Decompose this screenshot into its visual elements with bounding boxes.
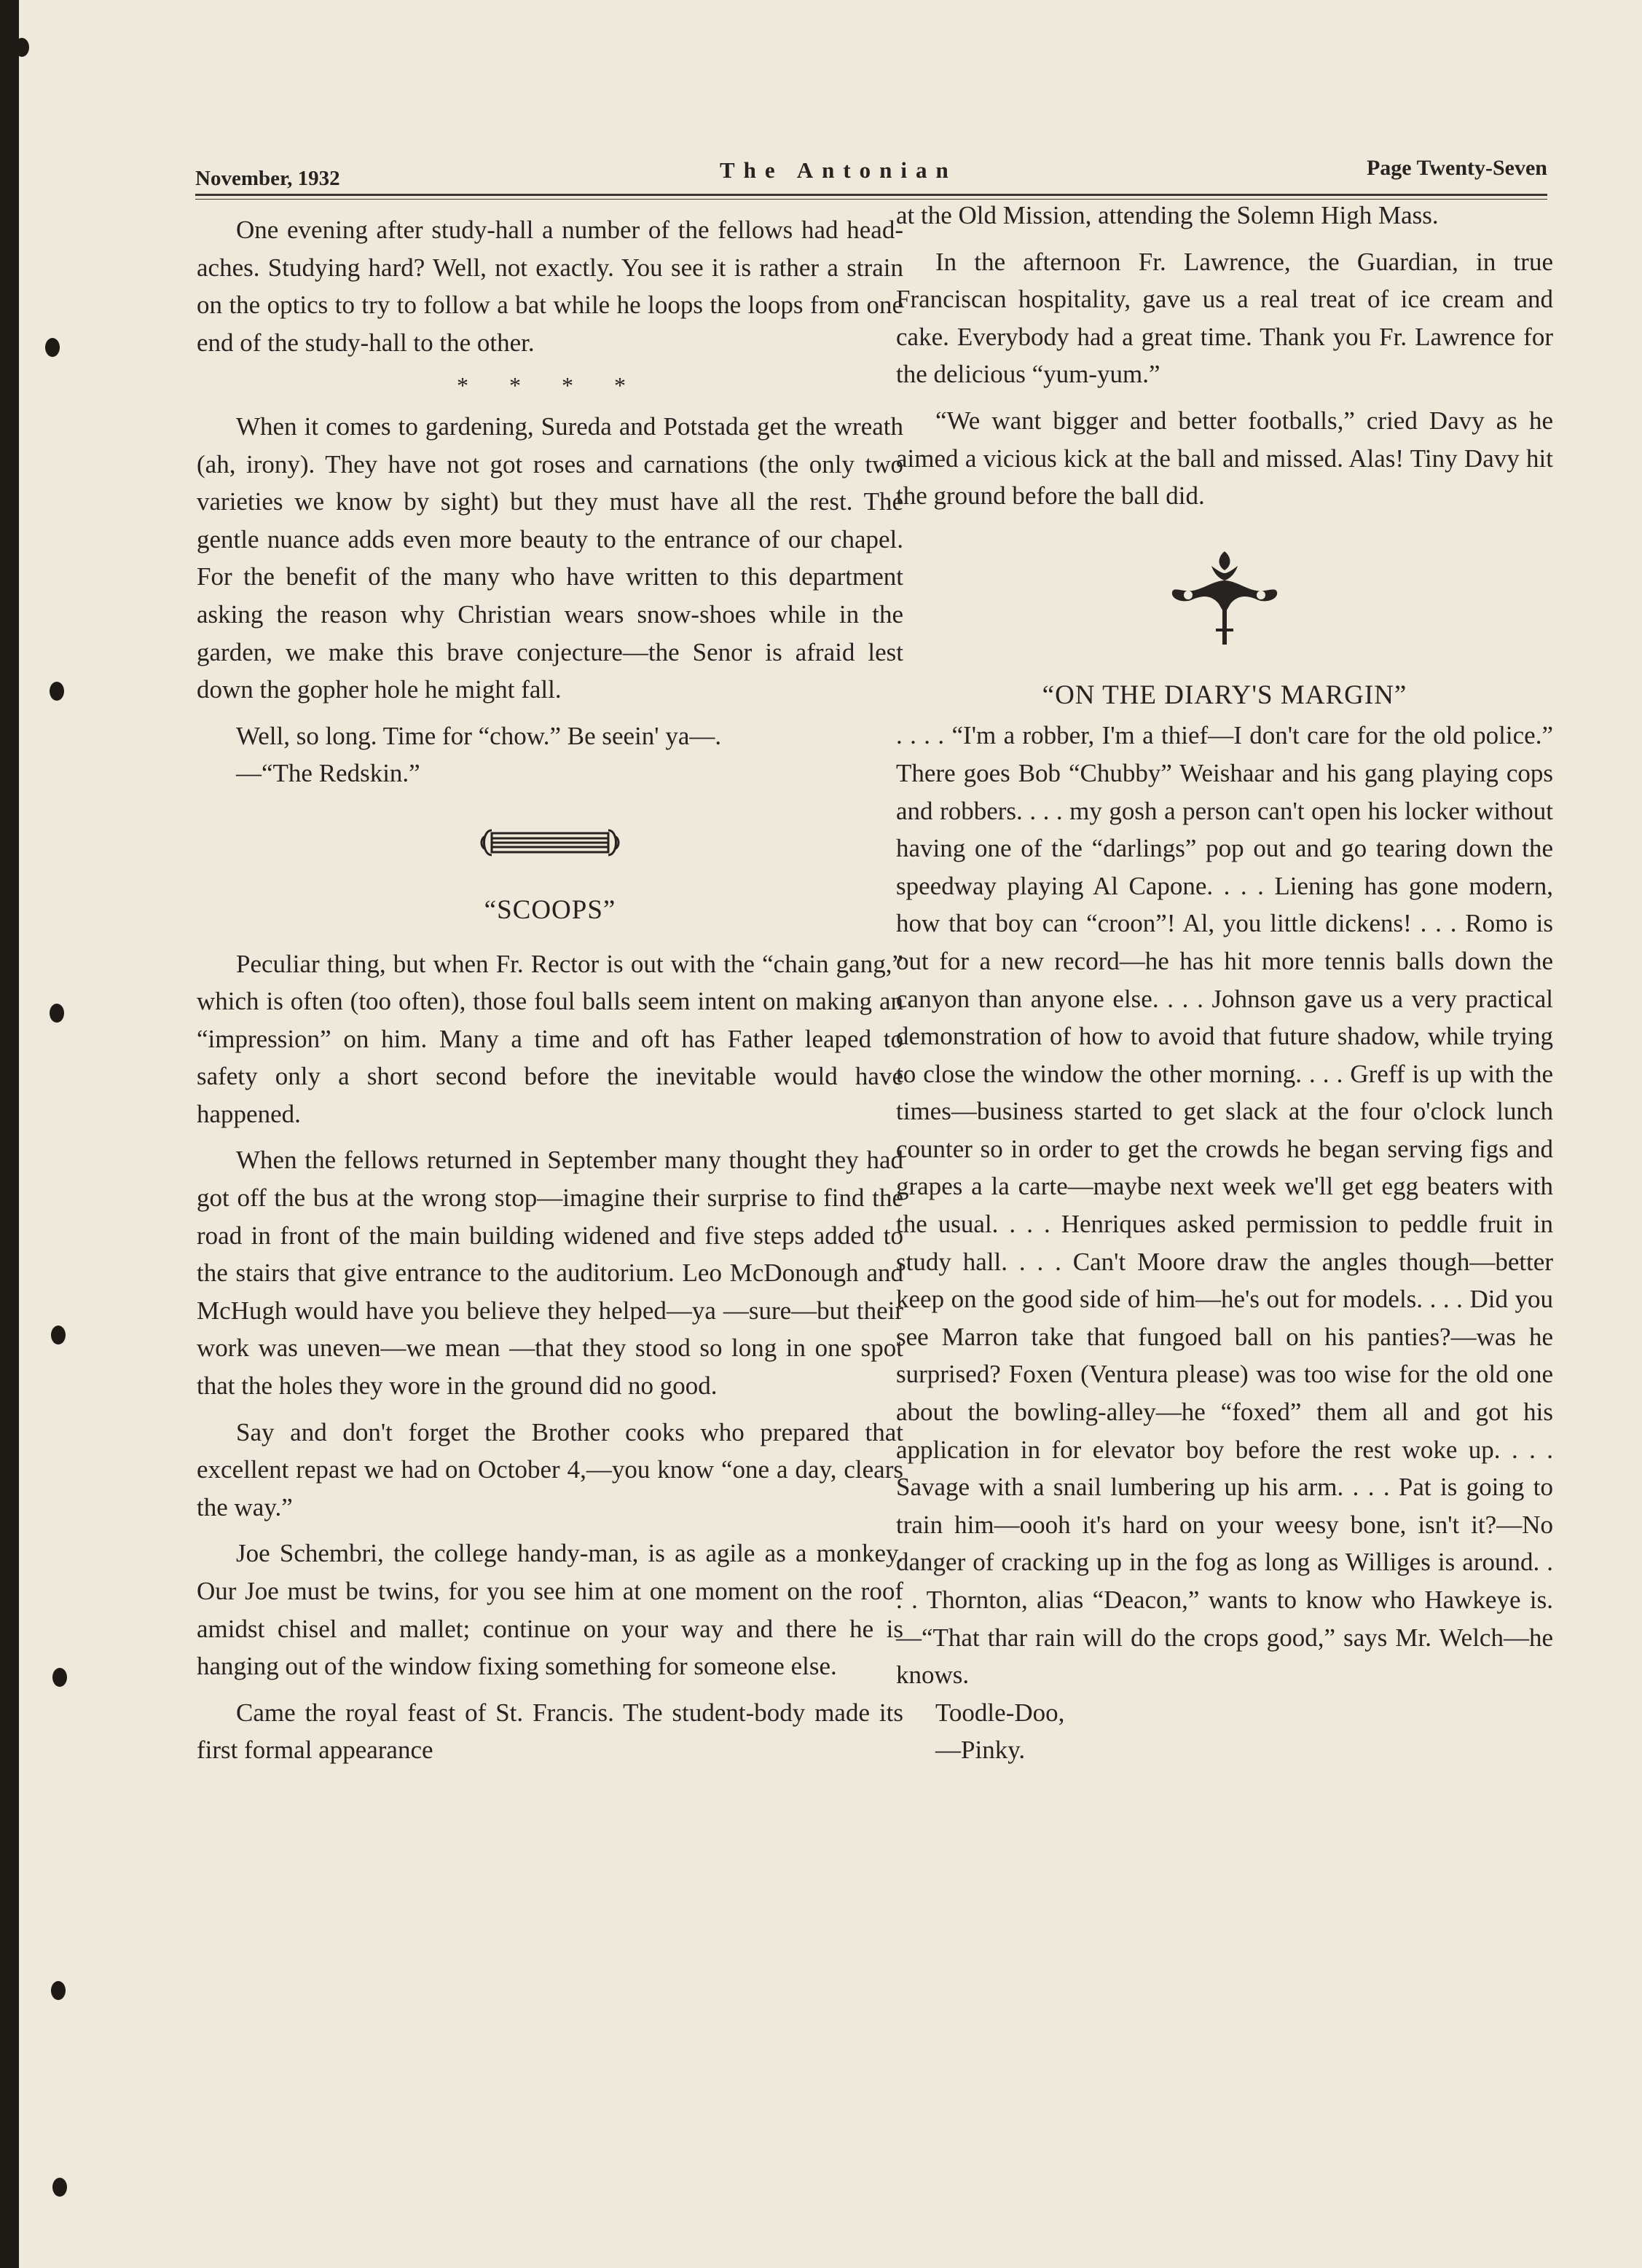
diary-signature: —Pinky.	[935, 1736, 1026, 1765]
torn-left-edge	[0, 0, 19, 2268]
page-header	[195, 135, 1547, 196]
scoops-title: “SCOOPS”	[484, 894, 616, 925]
binding-hole	[50, 682, 64, 701]
redskin-paragraph: When it comes to gardening, Sureda and Potstada get the wreath (ah, irony). They have not got roses and carnations (the only two varieties we know by sight) but they must have all the rest. The gentle nuance adds even more beauty to the entrance of our chapel. For the benefit of the many who have written to this department asking the reason why Christian wears snow-shoes while in the garden, we make this brave conjecture—the Senor is afraid lest down the gopher hole he might fall.	[197, 412, 903, 704]
fleuron-ornament-icon	[1166, 544, 1283, 649]
binding-hole	[51, 1326, 66, 1344]
binding-hole	[52, 2178, 67, 2197]
scoops-continued-paragraph: “We want bigger and better footballs,” cried Davy as he aimed a vicious kick at the ball and missed. Alas! Tiny Davy hit the ground before the ball did.	[896, 406, 1553, 511]
scoops-paragraph: When the fellows returned in September many thought they had got off the bus at the wrong stop—imagine their surprise to find the road in front of the main building widened and five steps added to the stairs that give entrance to the auditorium. Leo McDonough and McHugh would have you believe they helped—ya —sure—but their work was uneven—we mean —that they stood so long in one spot that the holes they wore in the ground did no good.	[197, 1146, 903, 1401]
binding-hole	[50, 1004, 64, 1023]
binding-hole	[52, 1668, 67, 1687]
diary-closing: Toodle-Doo,	[935, 1698, 1065, 1727]
binding-hole	[45, 338, 60, 357]
scoops-continued-paragraph: In the afternoon Fr. Lawrence, the Guardian, in true Franciscan hospitality, gave us a real treat of ice cream and cake. Everybody had a great time. Thank you Fr. Lawrence for the delicious “yum-yum.”	[896, 247, 1553, 389]
diary-title: “ON THE DIARY'S MARGIN”	[1042, 680, 1407, 710]
scroll-ornament-icon	[479, 822, 621, 864]
page-number: Page Twenty-Seven	[1366, 156, 1547, 180]
left-column	[197, 211, 903, 1769]
redskin-signature: —“The Redskin.”	[236, 759, 420, 788]
scoops-paragraph: Came the royal feast of St. Francis. The student-body made its first formal appearance	[197, 1698, 903, 1765]
scoops-paragraph: Peculiar thing, but when Fr. Rector is out with the “chain gang,” which is often (too often), those foul balls seem intent on making an “impression” on him. Many a time and oft has Father leaped to safety only a short second before the inevitable would have happened.	[197, 949, 903, 1128]
publication-title: The Antonian	[720, 157, 957, 183]
redskin-paragraph: One evening after study-hall a number of the fellows had head-aches. Studying hard? Well, not exactly. You see it is rather a strain on the optics to try to follow a bat while he loops the loops from one end of the study-hall to the other.	[197, 216, 903, 357]
right-column	[896, 197, 1553, 1769]
binding-hole	[15, 38, 29, 57]
diary-text: . . . . “I'm a robber, I'm a thief—I don't care for the old police.” There goes Bob “Chubby” Weishaar and his gang playing cops and robbers. . . . my gosh a person can't open his locker without having one of the “darlings” pop out and go tearing down the speedway playing Al Capone. . . . Liening has gone modern, how that boy can “croon”! Al, you little dickens! . . . Romo is out for a new record—he has hit more tennis balls down the canyon than anyone else. . . . Johnson gave us a very practical demonstration of how to avoid that future shadow, while trying to close the window the other morning. . . . Greff is up with the times—business started to get slack at the four o'clock lunch counter so in order to get the crowds he began serving figs and grapes a la carte—maybe next week we'll get egg beaters with the usual. . . . Henriques asked permission to peddle fruit in study hall. . . . Can't Moore draw the angles though—better keep on the good side of him—he's out for models. . . . Did you see Marron take that fungoed ball on his panties?—was he surprised? Foxen (Ventura please) was too wise for the old one about the bowling-alley—he “foxed” them all and got his application in for elevator boy before the rest woke up. . . . Savage with a snail lumbering up his arm. . . . Pat is going to train him—oooh it's hard on your weesy bone, isn't it?—No danger of cracking up in the fog as long as Williges is around. . . . Thornton, alias “Deacon,” wants to know who Hawkeye is.—“That thar rain will do the crops good,” says Mr. Welch—he knows.	[896, 721, 1553, 1690]
redskin-paragraph: Well, so long. Time for “chow.” Be seein' ya—.	[236, 721, 722, 750]
binding-hole	[51, 1981, 66, 2000]
issue-date: November, 1932	[195, 167, 340, 190]
scoops-paragraph: Say and don't forget the Brother cooks who prepared that excellent repast we had on October 4,—you know “one a day, clears the way.”	[197, 1417, 903, 1521]
scoops-paragraph: Joe Schembri, the college handy-man, is as agile as a monkey. Our Joe must be twins, for you see him at one moment on the roof amidst chisel and mallet; continue on your way and there he is hanging out of the window fixing something for someone else.	[197, 1539, 903, 1681]
scoops-continued-paragraph: at the Old Mission, attending the Solemn High Mass.	[896, 201, 1439, 229]
section-separator: * * * *	[457, 372, 643, 399]
